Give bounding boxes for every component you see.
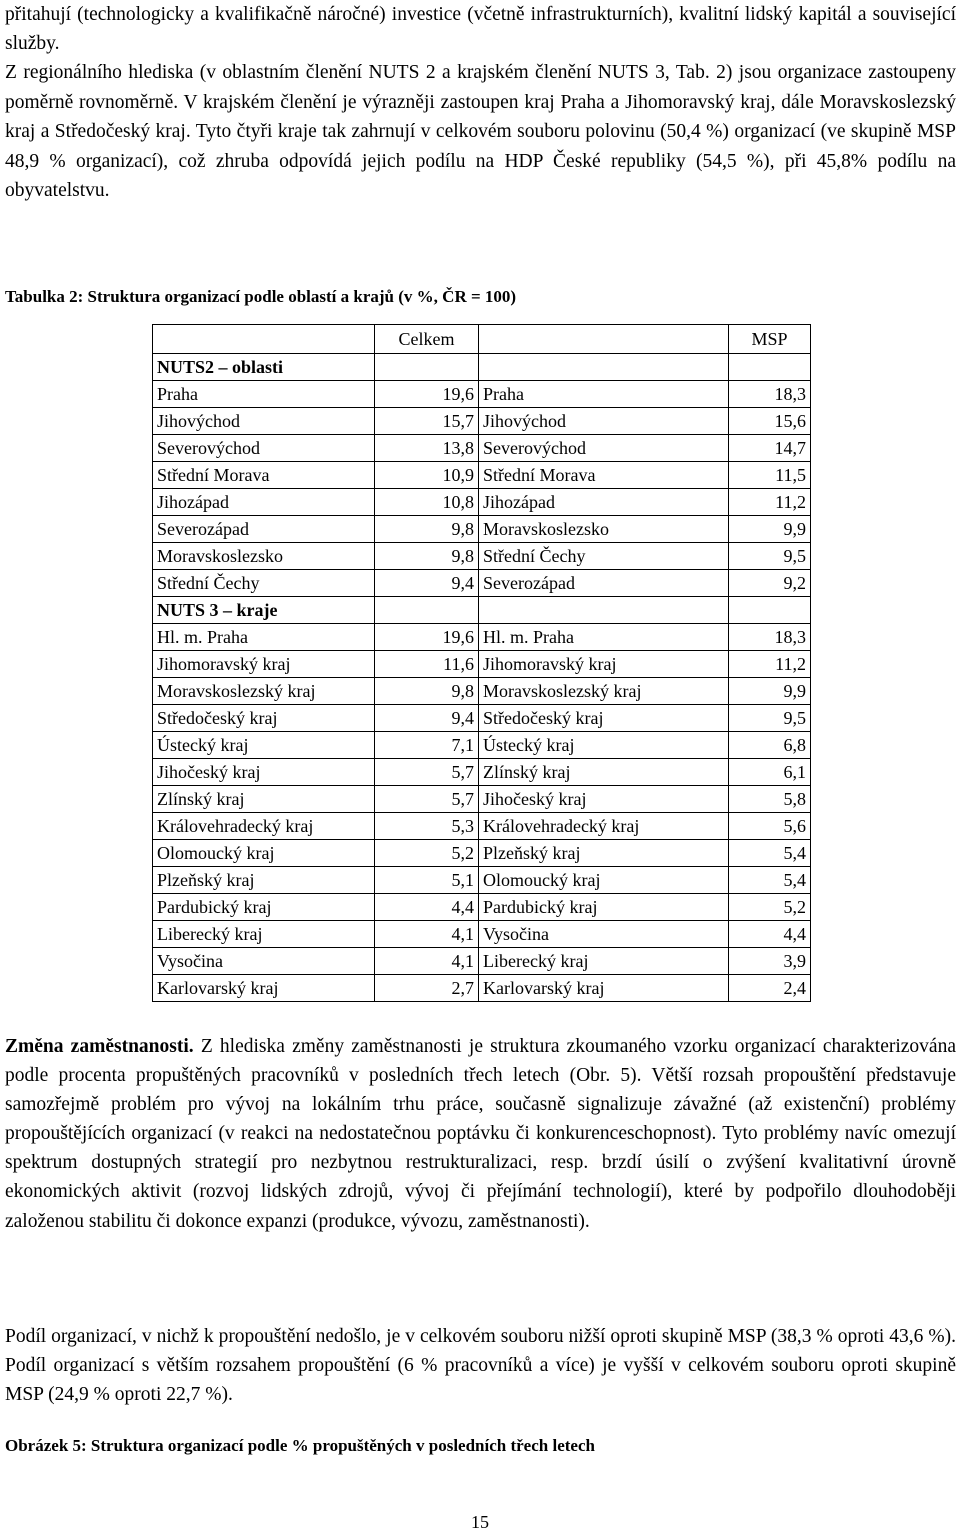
table-row [153, 489, 811, 516]
share-msp-cell: 5,2 [729, 894, 811, 921]
share-total-cell: 9,4 [375, 570, 479, 597]
share-msp-cell: 5,8 [729, 786, 811, 813]
region-msp-cell: Jihomoravský kraj [479, 651, 729, 678]
table-row [153, 705, 811, 732]
header-empty-cell [479, 325, 729, 354]
paragraph-layoff-share: Podíl organizací, v nichž k propouštění nedošlo, je v celkovém souboru nižší oproti skupině MSP (38,3 % oproti 43,6 %). Podíl organizací s větším rozsahem propouštění (6 % pracovníků a více) je vyšší v celkovém souboru oproti skupině MSP (24,9 % oproti 22,7 %). [5, 1326, 956, 1405]
region-msp-cell: Plzeňský kraj [479, 840, 729, 867]
table-row [153, 921, 811, 948]
share-msp-cell: 4,4 [729, 921, 811, 948]
share-msp-cell: 18,3 [729, 381, 811, 408]
share-msp-cell: 11,5 [729, 462, 811, 489]
region-msp-cell: Středočeský kraj [479, 705, 729, 732]
header-msp: MSP [729, 325, 811, 354]
region-total-cell: Ústecký kraj [153, 732, 375, 759]
region-total-cell: Zlínský kraj [153, 786, 375, 813]
header-empty-cell [153, 325, 375, 354]
section-row-nuts2 [153, 354, 811, 381]
share-total-cell: 5,1 [375, 867, 479, 894]
table-row [153, 786, 811, 813]
share-total-cell: 9,8 [375, 678, 479, 705]
table-row [153, 624, 811, 651]
share-total-cell: 9,4 [375, 705, 479, 732]
share-total-cell: 19,6 [375, 381, 479, 408]
share-msp-cell: 2,4 [729, 975, 811, 1002]
share-total-cell: 4,1 [375, 948, 479, 975]
region-total-cell: Vysočina [153, 948, 375, 975]
region-msp-cell: Vysočina [479, 921, 729, 948]
table-row [153, 867, 811, 894]
table-row [153, 678, 811, 705]
region-msp-cell: Jihočeský kraj [479, 786, 729, 813]
region-total-cell: Moravskoslezsko [153, 543, 375, 570]
share-total-cell: 4,1 [375, 921, 479, 948]
table-row [153, 813, 811, 840]
region-msp-cell: Moravskoslezský kraj [479, 678, 729, 705]
empty-cell [729, 354, 811, 381]
table-header-row [153, 325, 811, 354]
share-msp-cell: 11,2 [729, 489, 811, 516]
region-msp-cell: Střední Čechy [479, 543, 729, 570]
region-msp-cell: Ústecký kraj [479, 732, 729, 759]
region-total-cell: Moravskoslezský kraj [153, 678, 375, 705]
paragraph-employment-change [5, 1032, 956, 1236]
region-msp-cell: Karlovarský kraj [479, 975, 729, 1002]
region-msp-cell: Olomoucký kraj [479, 867, 729, 894]
share-msp-cell: 9,5 [729, 705, 811, 732]
share-msp-cell: 6,1 [729, 759, 811, 786]
table-row [153, 840, 811, 867]
share-total-cell: 5,3 [375, 813, 479, 840]
section-label-nuts3: NUTS 3 – kraje [153, 597, 375, 624]
empty-cell [375, 597, 479, 624]
table-row [153, 435, 811, 462]
region-total-cell: Liberecký kraj [153, 921, 375, 948]
share-total-cell: 5,7 [375, 786, 479, 813]
table-row [153, 732, 811, 759]
share-total-cell: 2,7 [375, 975, 479, 1002]
empty-cell [479, 354, 729, 381]
region-msp-cell: Praha [479, 381, 729, 408]
region-total-cell: Plzeňský kraj [153, 867, 375, 894]
region-msp-cell: Jihovýchod [479, 408, 729, 435]
share-msp-cell: 5,6 [729, 813, 811, 840]
page-number: 15 [471, 1512, 489, 1532]
region-msp-cell: Zlínský kraj [479, 759, 729, 786]
share-msp-cell: 9,9 [729, 678, 811, 705]
table-row [153, 408, 811, 435]
share-msp-cell: 11,2 [729, 651, 811, 678]
share-total-cell: 5,2 [375, 840, 479, 867]
share-total-cell: 11,6 [375, 651, 479, 678]
share-total-cell: 15,7 [375, 408, 479, 435]
region-msp-cell: Jihozápad [479, 489, 729, 516]
region-total-cell: Severovýchod [153, 435, 375, 462]
region-structure-table [152, 324, 811, 1002]
paragraph-regional: Z regionálního hlediska (v oblastním členění NUTS 2 a krajském členění NUTS 3, Tab. 2) jsou organizace zastoupeny poměrně rovnoměrně. V krajském členění je výrazněji zastoupen kraj Praha a Jihomoravský kraj, dále Moravskoslezský kraj a Středočeský kraj. Tyto čtyři kraje tak zahrnují v celkovém souboru polovinu (50,4 %) organizací (ve skupině MSP 48,9 % organizací), což zhruba odpovídá jejich podílu na HDP České republiky (54,5 %), při 45,8% podílu na obyvatelstvu. [5, 62, 956, 201]
empty-cell [479, 597, 729, 624]
region-total-cell: Střední Čechy [153, 570, 375, 597]
share-msp-cell: 5,4 [729, 867, 811, 894]
share-msp-cell: 9,2 [729, 570, 811, 597]
table-row [153, 759, 811, 786]
share-msp-cell: 9,5 [729, 543, 811, 570]
share-msp-cell: 9,9 [729, 516, 811, 543]
header-total: Celkem [375, 325, 479, 354]
section-row-nuts3 [153, 597, 811, 624]
share-total-cell: 5,7 [375, 759, 479, 786]
region-total-cell: Jihozápad [153, 489, 375, 516]
region-msp-cell: Hl. m. Praha [479, 624, 729, 651]
table-row [153, 894, 811, 921]
share-msp-cell: 14,7 [729, 435, 811, 462]
paragraph-lead: Změna zaměstnanosti. [5, 1036, 194, 1057]
empty-cell [729, 597, 811, 624]
region-total-cell: Karlovarský kraj [153, 975, 375, 1002]
share-msp-cell: 3,9 [729, 948, 811, 975]
share-total-cell: 9,8 [375, 543, 479, 570]
table-row [153, 543, 811, 570]
region-total-cell: Olomoucký kraj [153, 840, 375, 867]
table-row [153, 516, 811, 543]
table-row [153, 975, 811, 1002]
share-total-cell: 9,8 [375, 516, 479, 543]
region-msp-cell: Královehradecký kraj [479, 813, 729, 840]
region-total-cell: Jihomoravský kraj [153, 651, 375, 678]
table-row [153, 651, 811, 678]
region-msp-cell: Moravskoslezsko [479, 516, 729, 543]
region-msp-cell: Pardubický kraj [479, 894, 729, 921]
region-total-cell: Jihočeský kraj [153, 759, 375, 786]
region-total-cell: Praha [153, 381, 375, 408]
region-msp-cell: Liberecký kraj [479, 948, 729, 975]
table-row [153, 462, 811, 489]
region-total-cell: Pardubický kraj [153, 894, 375, 921]
share-total-cell: 13,8 [375, 435, 479, 462]
paragraph-intro: přitahují (technologicky a kvalifikačně náročné) investice (včetně infrastrukturních), kvalitní lidský kapitál a související služby. [5, 4, 956, 54]
figure-caption: Obrázek 5: Struktura organizací podle % propuštěných v posledních třech letech [5, 1436, 595, 1455]
share-total-cell: 7,1 [375, 732, 479, 759]
region-msp-cell: Severovýchod [479, 435, 729, 462]
region-msp-cell: Severozápad [479, 570, 729, 597]
table-row [153, 570, 811, 597]
share-total-cell: 19,6 [375, 624, 479, 651]
region-total-cell: Královehradecký kraj [153, 813, 375, 840]
region-total-cell: Hl. m. Praha [153, 624, 375, 651]
table-caption: Tabulka 2: Struktura organizací podle oblastí a krajů (v %, ČR = 100) [5, 287, 517, 306]
share-msp-cell: 18,3 [729, 624, 811, 651]
share-total-cell: 10,9 [375, 462, 479, 489]
empty-cell [375, 354, 479, 381]
region-msp-cell: Střední Morava [479, 462, 729, 489]
region-total-cell: Jihovýchod [153, 408, 375, 435]
table-row [153, 381, 811, 408]
paragraph-body: Z hlediska změny zaměstnanosti je struktura zkoumaného vzorku organizací charakterizována podle procenta propuštěných pracovníků v posledních třech letech (Obr. 5). Větší rozsah propouštění představuje samozřejmě problém pro vývoj na lokálním trhu práce, současně signalizuje závažné (až existenční) problémy propouštějících organizací (v reakci na nedostatečnou poptávku či konkurenceschopnost). Tyto problémy navíc omezují spektrum dostupných strategií pro nezbytnou restrukturalizaci, resp. brzdí úsilí o zvýšení kvalitativní úrovně ekonomických aktivit (rozvoj lidských zdrojů, vývoj či přejímání technologií), které by podpořilo dlouhodoběji založenou stabilitu či dokonce expanzi (produkce, vývozu, zaměstnanosti). [5, 1036, 956, 1232]
share-msp-cell: 15,6 [729, 408, 811, 435]
share-total-cell: 4,4 [375, 894, 479, 921]
region-total-cell: Střední Morava [153, 462, 375, 489]
region-total-cell: Středočeský kraj [153, 705, 375, 732]
section-label-nuts2: NUTS2 – oblasti [153, 354, 375, 381]
region-total-cell: Severozápad [153, 516, 375, 543]
share-msp-cell: 6,8 [729, 732, 811, 759]
share-total-cell: 10,8 [375, 489, 479, 516]
share-msp-cell: 5,4 [729, 840, 811, 867]
table-row [153, 948, 811, 975]
